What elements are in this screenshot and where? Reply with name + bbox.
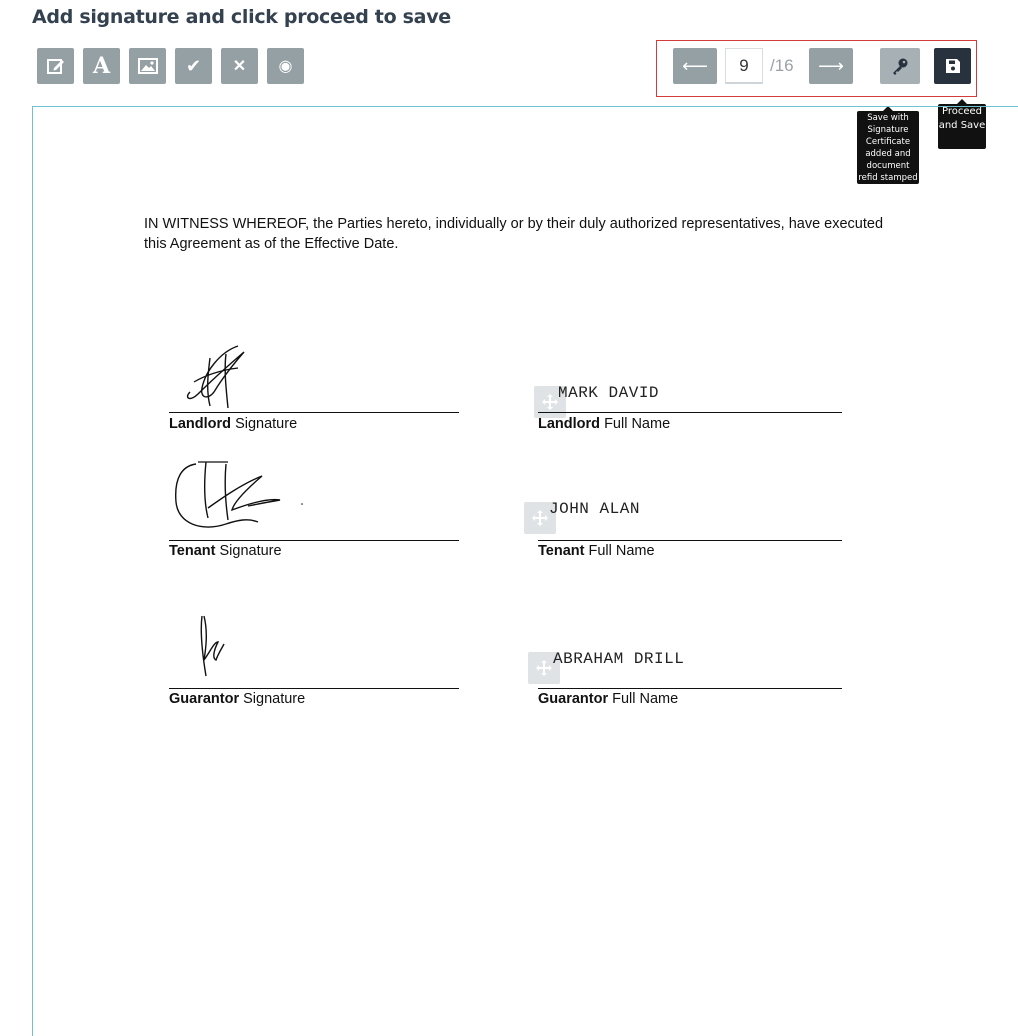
- landlord-signature-image[interactable]: [180, 342, 250, 412]
- witness-paragraph: IN WITNESS WHEREOF, the Parties hereto, individually or by their duly authorized representatives, have executed this Agreement as of the Effective Date.: [144, 216, 884, 252]
- text-icon: A: [92, 53, 111, 79]
- arrow-right-icon: ⟶: [818, 55, 844, 76]
- landlord-typed-name[interactable]: MARK DAVID: [558, 384, 660, 402]
- guarantor-typed-name[interactable]: ABRAHAM DRILL: [553, 650, 685, 668]
- tenant-typed-name[interactable]: JOHN ALAN: [549, 500, 640, 518]
- add-text-button[interactable]: [83, 48, 120, 84]
- guarantor-signature-image[interactable]: [194, 612, 230, 682]
- guarantor-signature-line: [169, 688, 459, 689]
- cross-icon: ✕: [232, 58, 247, 75]
- landlord-signature-line: [169, 412, 459, 413]
- previous-page-button[interactable]: [673, 48, 717, 84]
- certificate-tooltip: Save with Signature Certificate added and document refid stamped: [858, 113, 918, 183]
- guarantor-name-caption: Guarantor Full Name: [538, 691, 679, 707]
- arrow-left-icon: ⟵: [682, 55, 708, 76]
- save-tooltip: Proceed and Save: [938, 104, 986, 149]
- edit-signature-icon: [46, 56, 66, 76]
- guarantor-name-line: [538, 688, 842, 689]
- tenant-name-caption: Tenant Full Name: [538, 543, 655, 559]
- move-icon: [531, 509, 549, 527]
- tenant-signature-caption: Tenant Signature: [169, 543, 282, 559]
- add-check-button[interactable]: [175, 48, 212, 84]
- landlord-name-caption: Landlord Full Name: [538, 416, 671, 432]
- check-icon: ✔: [185, 55, 202, 76]
- certificate-save-button[interactable]: [880, 48, 920, 84]
- image-icon: [138, 58, 158, 74]
- landlord-signature-caption: Landlord Signature: [169, 416, 298, 432]
- move-icon: [535, 659, 553, 677]
- add-image-button[interactable]: [129, 48, 166, 84]
- key-icon: [890, 56, 910, 76]
- page-number-input[interactable]: [725, 48, 763, 84]
- tenant-signature-line: [169, 540, 459, 541]
- radio-icon: ◉: [278, 58, 293, 75]
- guarantor-signature-caption: Guarantor Signature: [169, 691, 306, 707]
- tenant-name-line: [538, 540, 842, 541]
- page-total: /16: [770, 56, 794, 75]
- edit-signature-button[interactable]: [37, 48, 74, 84]
- add-radio-button[interactable]: [267, 48, 304, 84]
- tenant-signature-image[interactable]: [172, 458, 307, 536]
- landlord-name-line: [538, 412, 842, 413]
- proceed-save-button[interactable]: [934, 48, 971, 84]
- page-title: Add signature and click proceed to save: [32, 6, 451, 28]
- next-page-button[interactable]: [809, 48, 853, 84]
- save-icon: [945, 58, 961, 74]
- move-icon: [541, 393, 559, 411]
- add-cross-button[interactable]: [221, 48, 258, 84]
